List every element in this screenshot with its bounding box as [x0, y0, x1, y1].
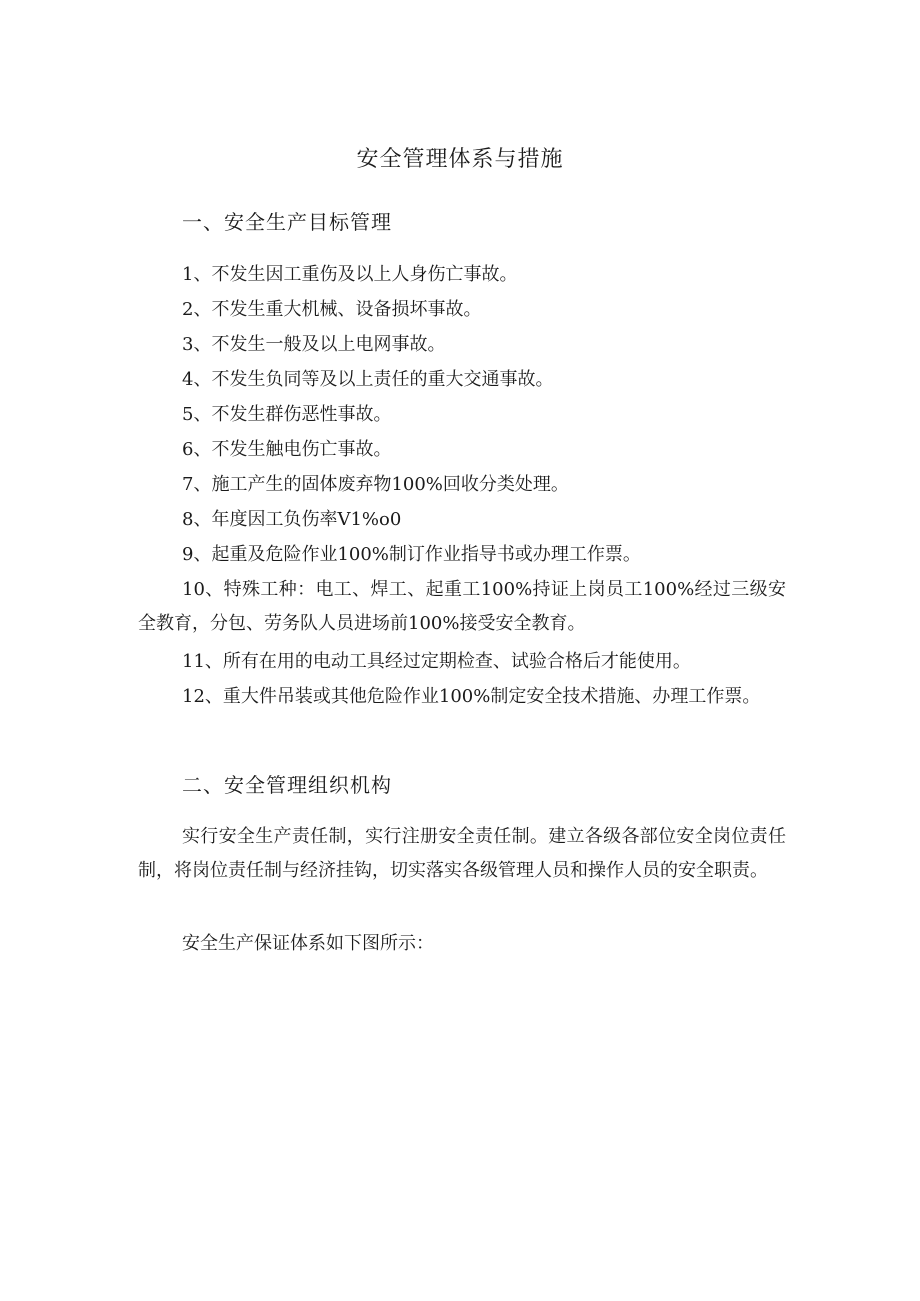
goal-item-1: 1、不发生因工重伤及以上人身伤亡事故。 [182, 264, 518, 285]
goal-item-2: 2、不发生重大机械、设备损坏事故。 [182, 299, 482, 320]
section-heading-safety-goals: 一、安全生产目标管理 [182, 210, 392, 234]
goal-item-7: 7、施工产生的固体废弃物100%回收分类处理。 [182, 474, 569, 495]
goal-item-4: 4、不发生负同等及以上责任的重大交通事故。 [182, 369, 554, 390]
goal-item-5: 5、不发生群伤恶性事故。 [182, 404, 392, 425]
organization-paragraph: 实行安全生产责任制，实行注册安全责任制。建立各级各部位安全岗位责任制，将岗位责任制与经济挂钩，切实落实各级管理人员和操作人员的安全职责。 [138, 826, 786, 881]
goal-item-12: 12、重大件吊装或其他危险作业100%制定安全技术措施、办理工作票。 [182, 686, 761, 707]
goal-item-10: 10、特殊工种：电工、焊工、起重工100%持证上岗员工100%经过三级安全教育，分包、劳务队人员进场前100%接受安全教育。 [138, 579, 786, 634]
document-title: 安全管理体系与措施 [356, 147, 564, 172]
goal-item-9: 9、起重及危险作业100%制订作业指导书或办理工作票。 [182, 544, 641, 565]
system-diagram-intro: 安全生产保证体系如下图所示： [182, 933, 434, 954]
goal-item-3: 3、不发生一般及以上电网事故。 [182, 334, 446, 355]
section-heading-organization: 二、安全管理组织机构 [182, 773, 392, 797]
goal-item-8: 8、年度因工负伤率V1%o0 [182, 509, 402, 530]
goal-item-11: 11、所有在用的电动工具经过定期检查、试验合格后才能使用。 [182, 651, 691, 672]
goal-item-6: 6、不发生触电伤亡事故。 [182, 439, 392, 460]
